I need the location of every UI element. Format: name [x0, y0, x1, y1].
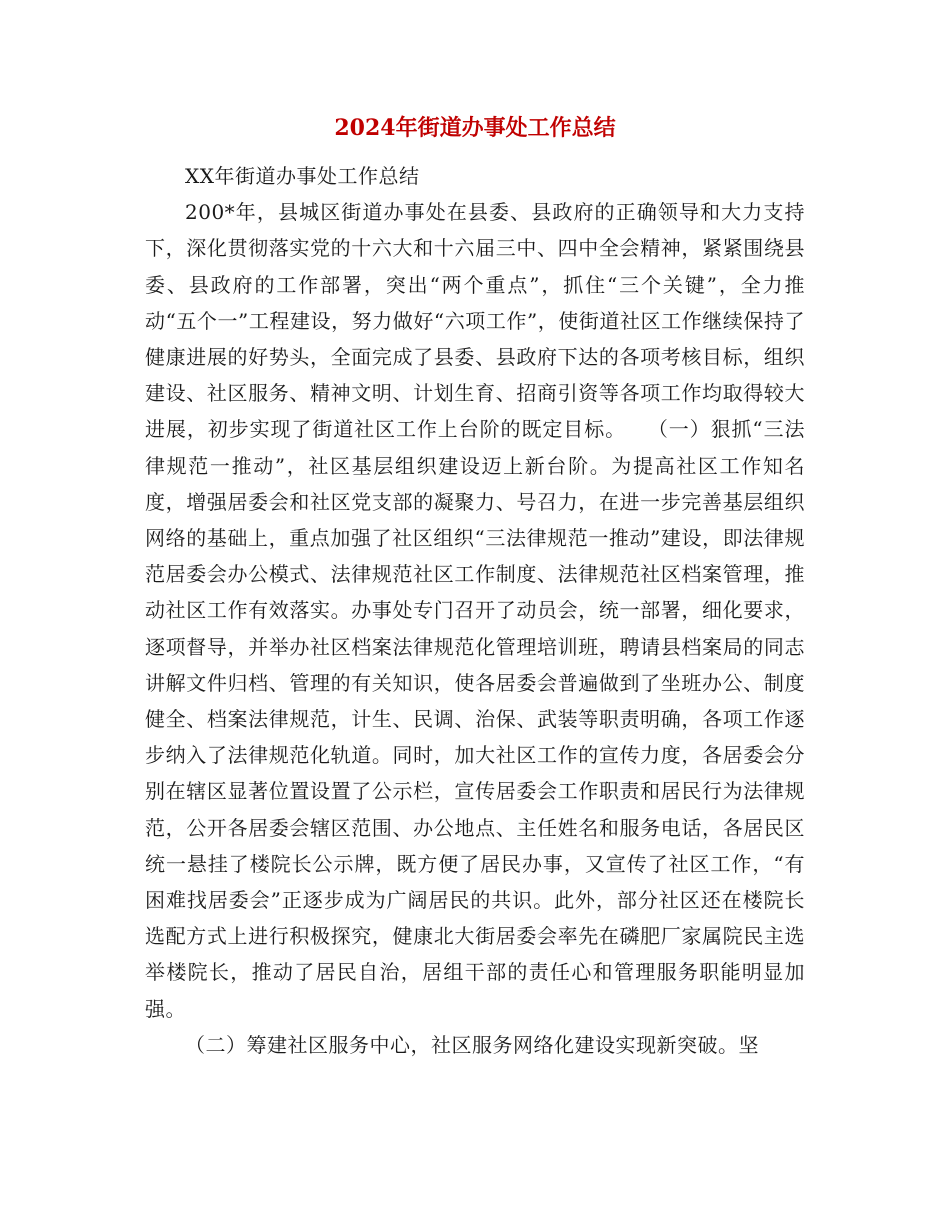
document-title: 2024年街道办事处工作总结 [334, 115, 616, 141]
paragraph-main: 200*年，县城区街道办事处在县委、县政府的正确领导和大力支持下，深化贯彻落实党的十六大和十六届三中、四中全会精神，紧紧围绕县委、县政府的工作部署，突出“两个重点”，抓住“三个关键”，全力推动“五个一”工程建设，努力做好“六项工作”，使街道社区工作继续保持了健康进展的好势头，全面完成了县委、县政府下达的各项考核目标，组织建设、社区服务、精神文明、计划生育、招商引资等各项工作均取得较大进展，初步实现了街道社区工作上台阶的既定目标。 （一）狠抓“三法律规范一推动”，社区基层组织建设迈上新台阶。为提高社区工作知名度，增强居委会和社区党支部的凝聚力、号召力，在进一步完善基层组织网络的基础上，重点加强了社区组织“三法律规范一推动”建设，即法律规范居委会办公模式、法律规范社区工作制度、法律规范社区档案管理，推动社区工作有效落实。办事处专门召开了动员会，统一部署，细化要求，逐项督导，并举办社区档案法律规范化管理培训班，聘请县档案局的同志讲解文件归档、管理的有关知识，使各居委会普遍做到了坐班办公、制度健全、档案法律规范，计生、民调、治保、武装等职责明确，各项工作逐步纳入了法律规范化轨道。同时，加大社区工作的宣传力度，各居委会分别在辖区显著位置设置了公示栏，宣传居委会工作职责和居民行为法律规范，公开各居委会辖区范围、办公地点、主任姓名和服务电话，各居民区统一悬挂了楼院长公示牌，既方便了居民办事，又宣传了社区工作，“有困难找居委会”正逐步成为广阔居民的共识。此外，部分社区还在楼院长选配方式上进行积极探究，健康北大街居委会率先在磷肥厂家属院民主选举楼院长，推动了居民自治，居组干部的责任心和管理服务职能明显加强。 [145, 200, 805, 1021]
document-body [145, 158, 805, 1063]
paragraph-section-two: （二）筹建社区服务中心，社区服务网络化建设实现新突破。坚 [185, 1032, 759, 1057]
paragraph-subtitle: XX年街道办事处工作总结 [185, 164, 420, 188]
